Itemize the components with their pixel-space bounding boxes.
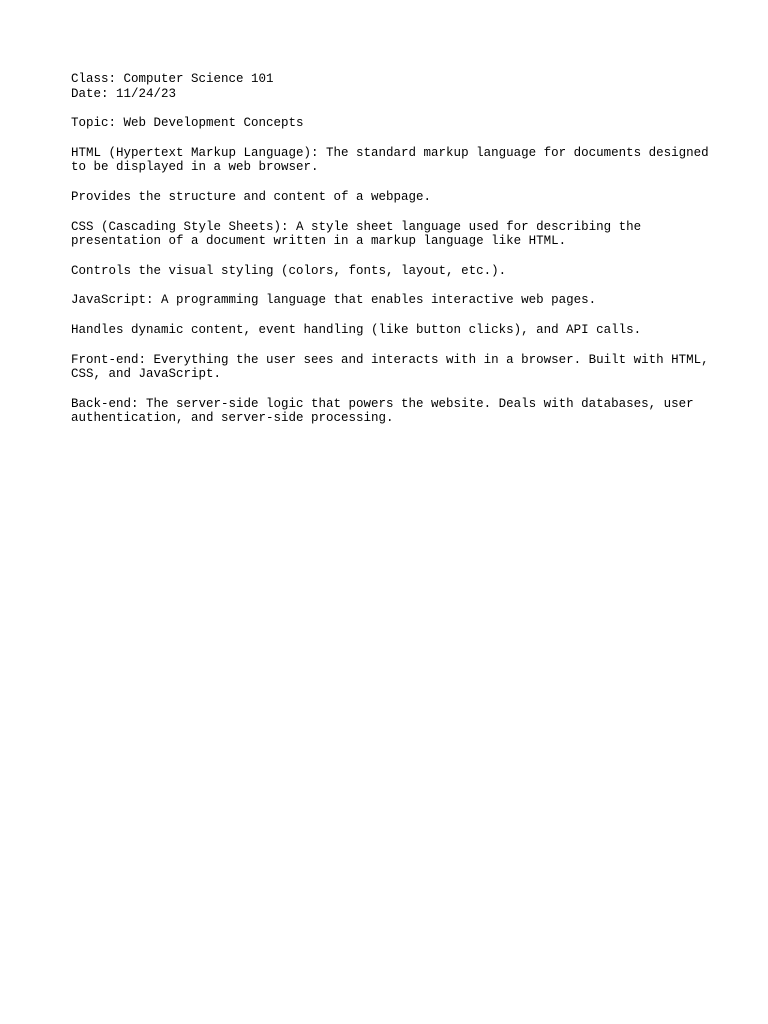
topic-line: Topic: Web Development Concepts xyxy=(71,116,304,131)
document-page xyxy=(71,72,721,426)
paragraph-html-note: Provides the structure and content of a webpage. xyxy=(71,189,432,204)
paragraph-html: HTML (Hypertext Markup Language): The standard markup language for documents designed to be displayed in a web browser. xyxy=(71,145,709,175)
paragraph-javascript: JavaScript: A programming language that enables interactive web pages. xyxy=(71,293,597,308)
paragraph-front-end: Front-end: Everything the user sees and interacts with in a browser. Built with HTML, CSS, and JavaScript. xyxy=(71,352,709,382)
paragraph-css: CSS (Cascading Style Sheets): A style sheet language used for describing the presentation of a document written in a markup language like HTML. xyxy=(71,219,642,249)
date-line: Date: 11/24/23 xyxy=(71,86,177,101)
paragraph-back-end: Back-end: The server-side logic that powers the website. Deals with databases, user authentication, and server-side processing. xyxy=(71,396,694,426)
paragraph-css-note: Controls the visual styling (colors, fonts, layout, etc.). xyxy=(71,263,507,278)
document-header xyxy=(71,72,721,101)
paragraph-javascript-note: Handles dynamic content, event handling (like button clicks), and API calls. xyxy=(71,322,642,337)
class-line: Class: Computer Science 101 xyxy=(71,72,274,86)
topic-block xyxy=(71,116,721,131)
